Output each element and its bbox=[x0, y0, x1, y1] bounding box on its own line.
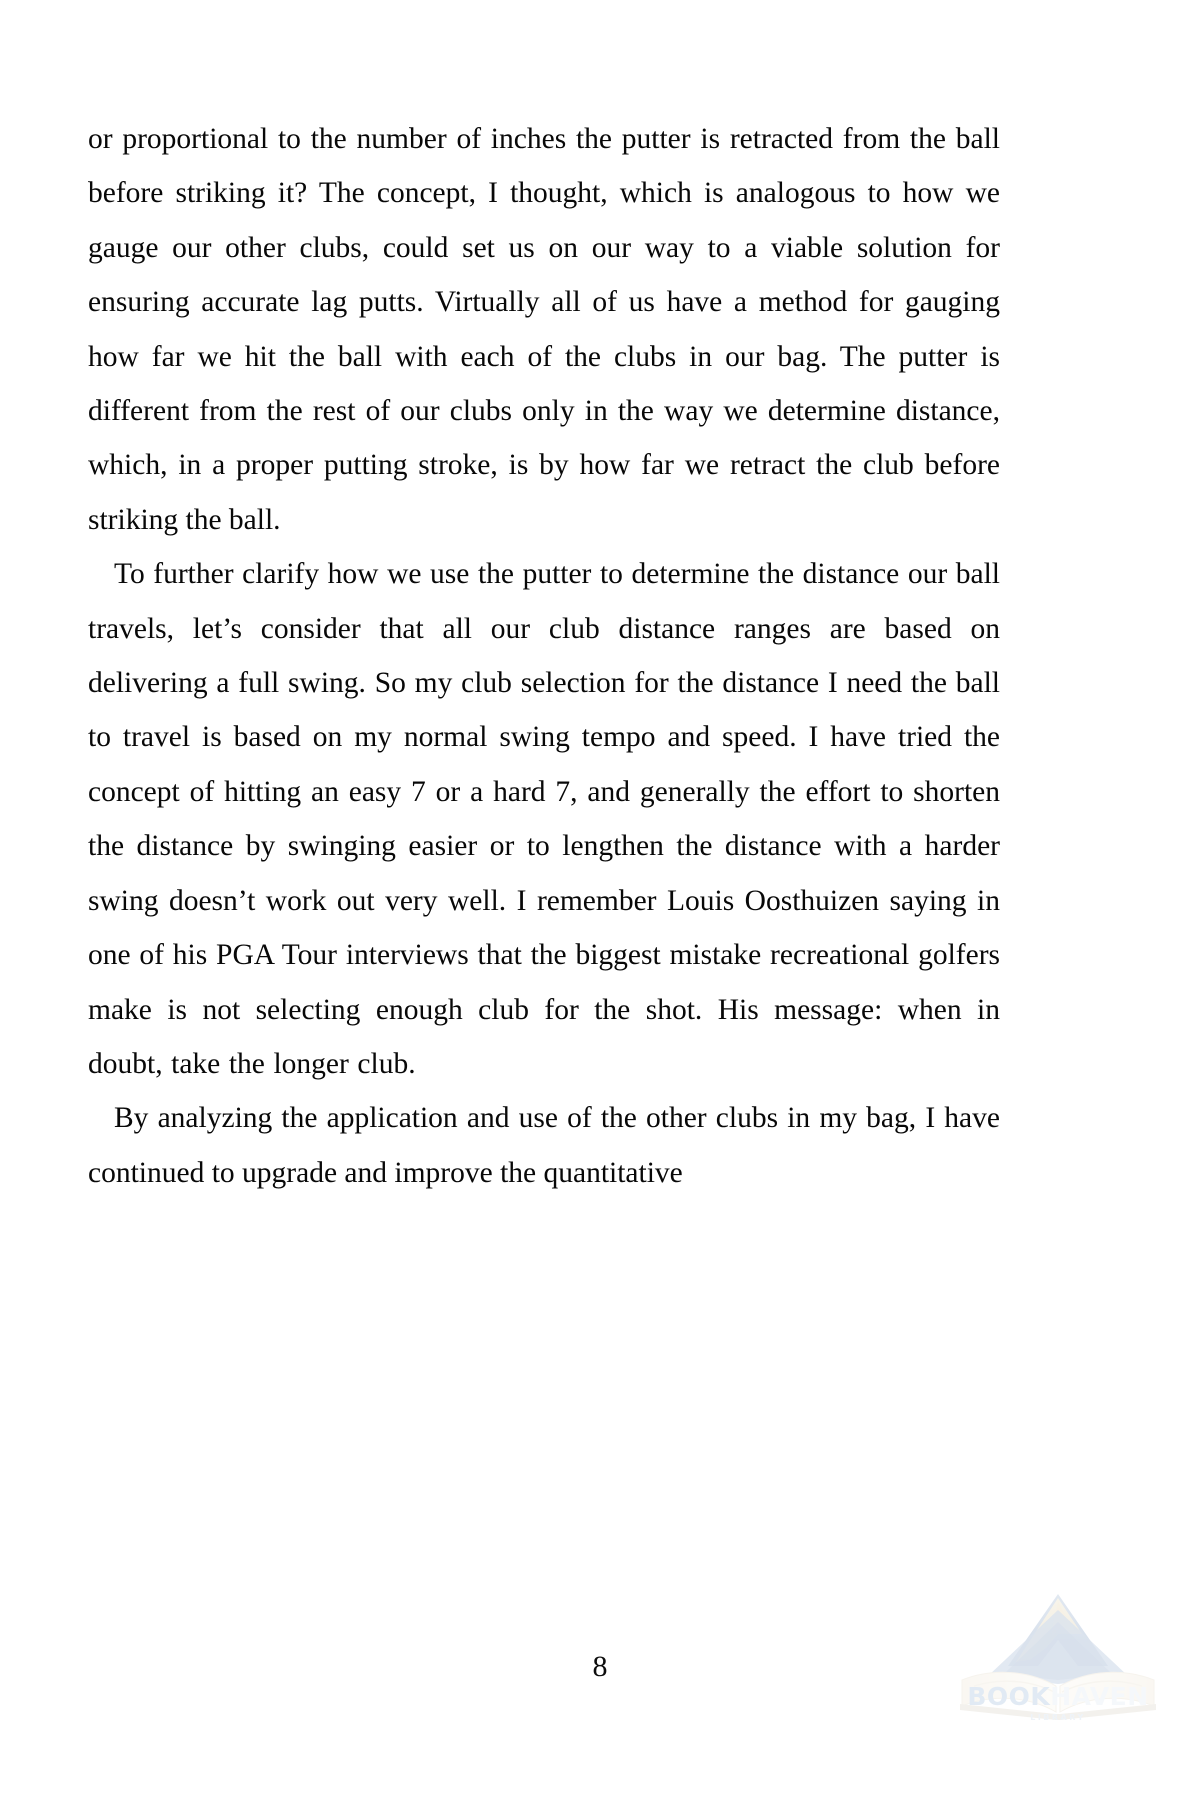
paragraph-putter-distance: To further clarify how we use the putter to determine the distance our ball travels, let’s consider that all our club distance ranges are based on delivering a full swing. So my club selection for the distance I need the ball to travel is based on my normal swing tempo and speed. I have tried the concept of hitting an easy 7 or a hard 7, and generally the effort to shorten the distance by swinging easier or to lengthen the distance with a harder swing doesn’t work out very well. I remember Louis Oosthuizen saying in one of his PGA Tour interviews that the biggest mistake recreational golfers make is not selecting enough club for the shot. His message: when in doubt, take the longer club. bbox=[88, 558, 1000, 1080]
book-spine-shape bbox=[960, 1704, 1156, 1720]
mountain-snow-shape bbox=[1050, 1602, 1074, 1640]
book-left-page-line bbox=[974, 1681, 1054, 1692]
paragraph-analyzing-clubs: By analyzing the application and use of the other clubs in my bag, I have continued to upgrade and improve the quantitative bbox=[88, 1102, 1000, 1189]
watermark-brand-second: HAVEN bbox=[1050, 1682, 1149, 1711]
bookhaven-watermark bbox=[958, 1588, 1158, 1784]
watermark-subtitle: LIBRARY bbox=[1030, 1713, 1086, 1722]
page-number: 8 bbox=[592, 1650, 608, 1683]
book-right-page-line bbox=[1062, 1681, 1142, 1692]
watermark-brand-first: BOOK bbox=[967, 1682, 1051, 1711]
paragraph-continued: or proportional to the number of inches the putter is retracted from the ball before striking it? The concept, I thought, which is analogous to how we gauge our other clubs, could set us on our way to a viable solution for ensuring accurate lag putts. Virtually all of us have a method for gauging how far we hit the ball with each of the clubs in our bag. The putter is different from the rest of our clubs only in the way we determine distance, which, in a proper putting stroke, is by how far we retract the club before striking the ball. bbox=[88, 123, 1000, 536]
watermark-wordmark bbox=[958, 1684, 1158, 1709]
body-text-column bbox=[88, 112, 1000, 1200]
